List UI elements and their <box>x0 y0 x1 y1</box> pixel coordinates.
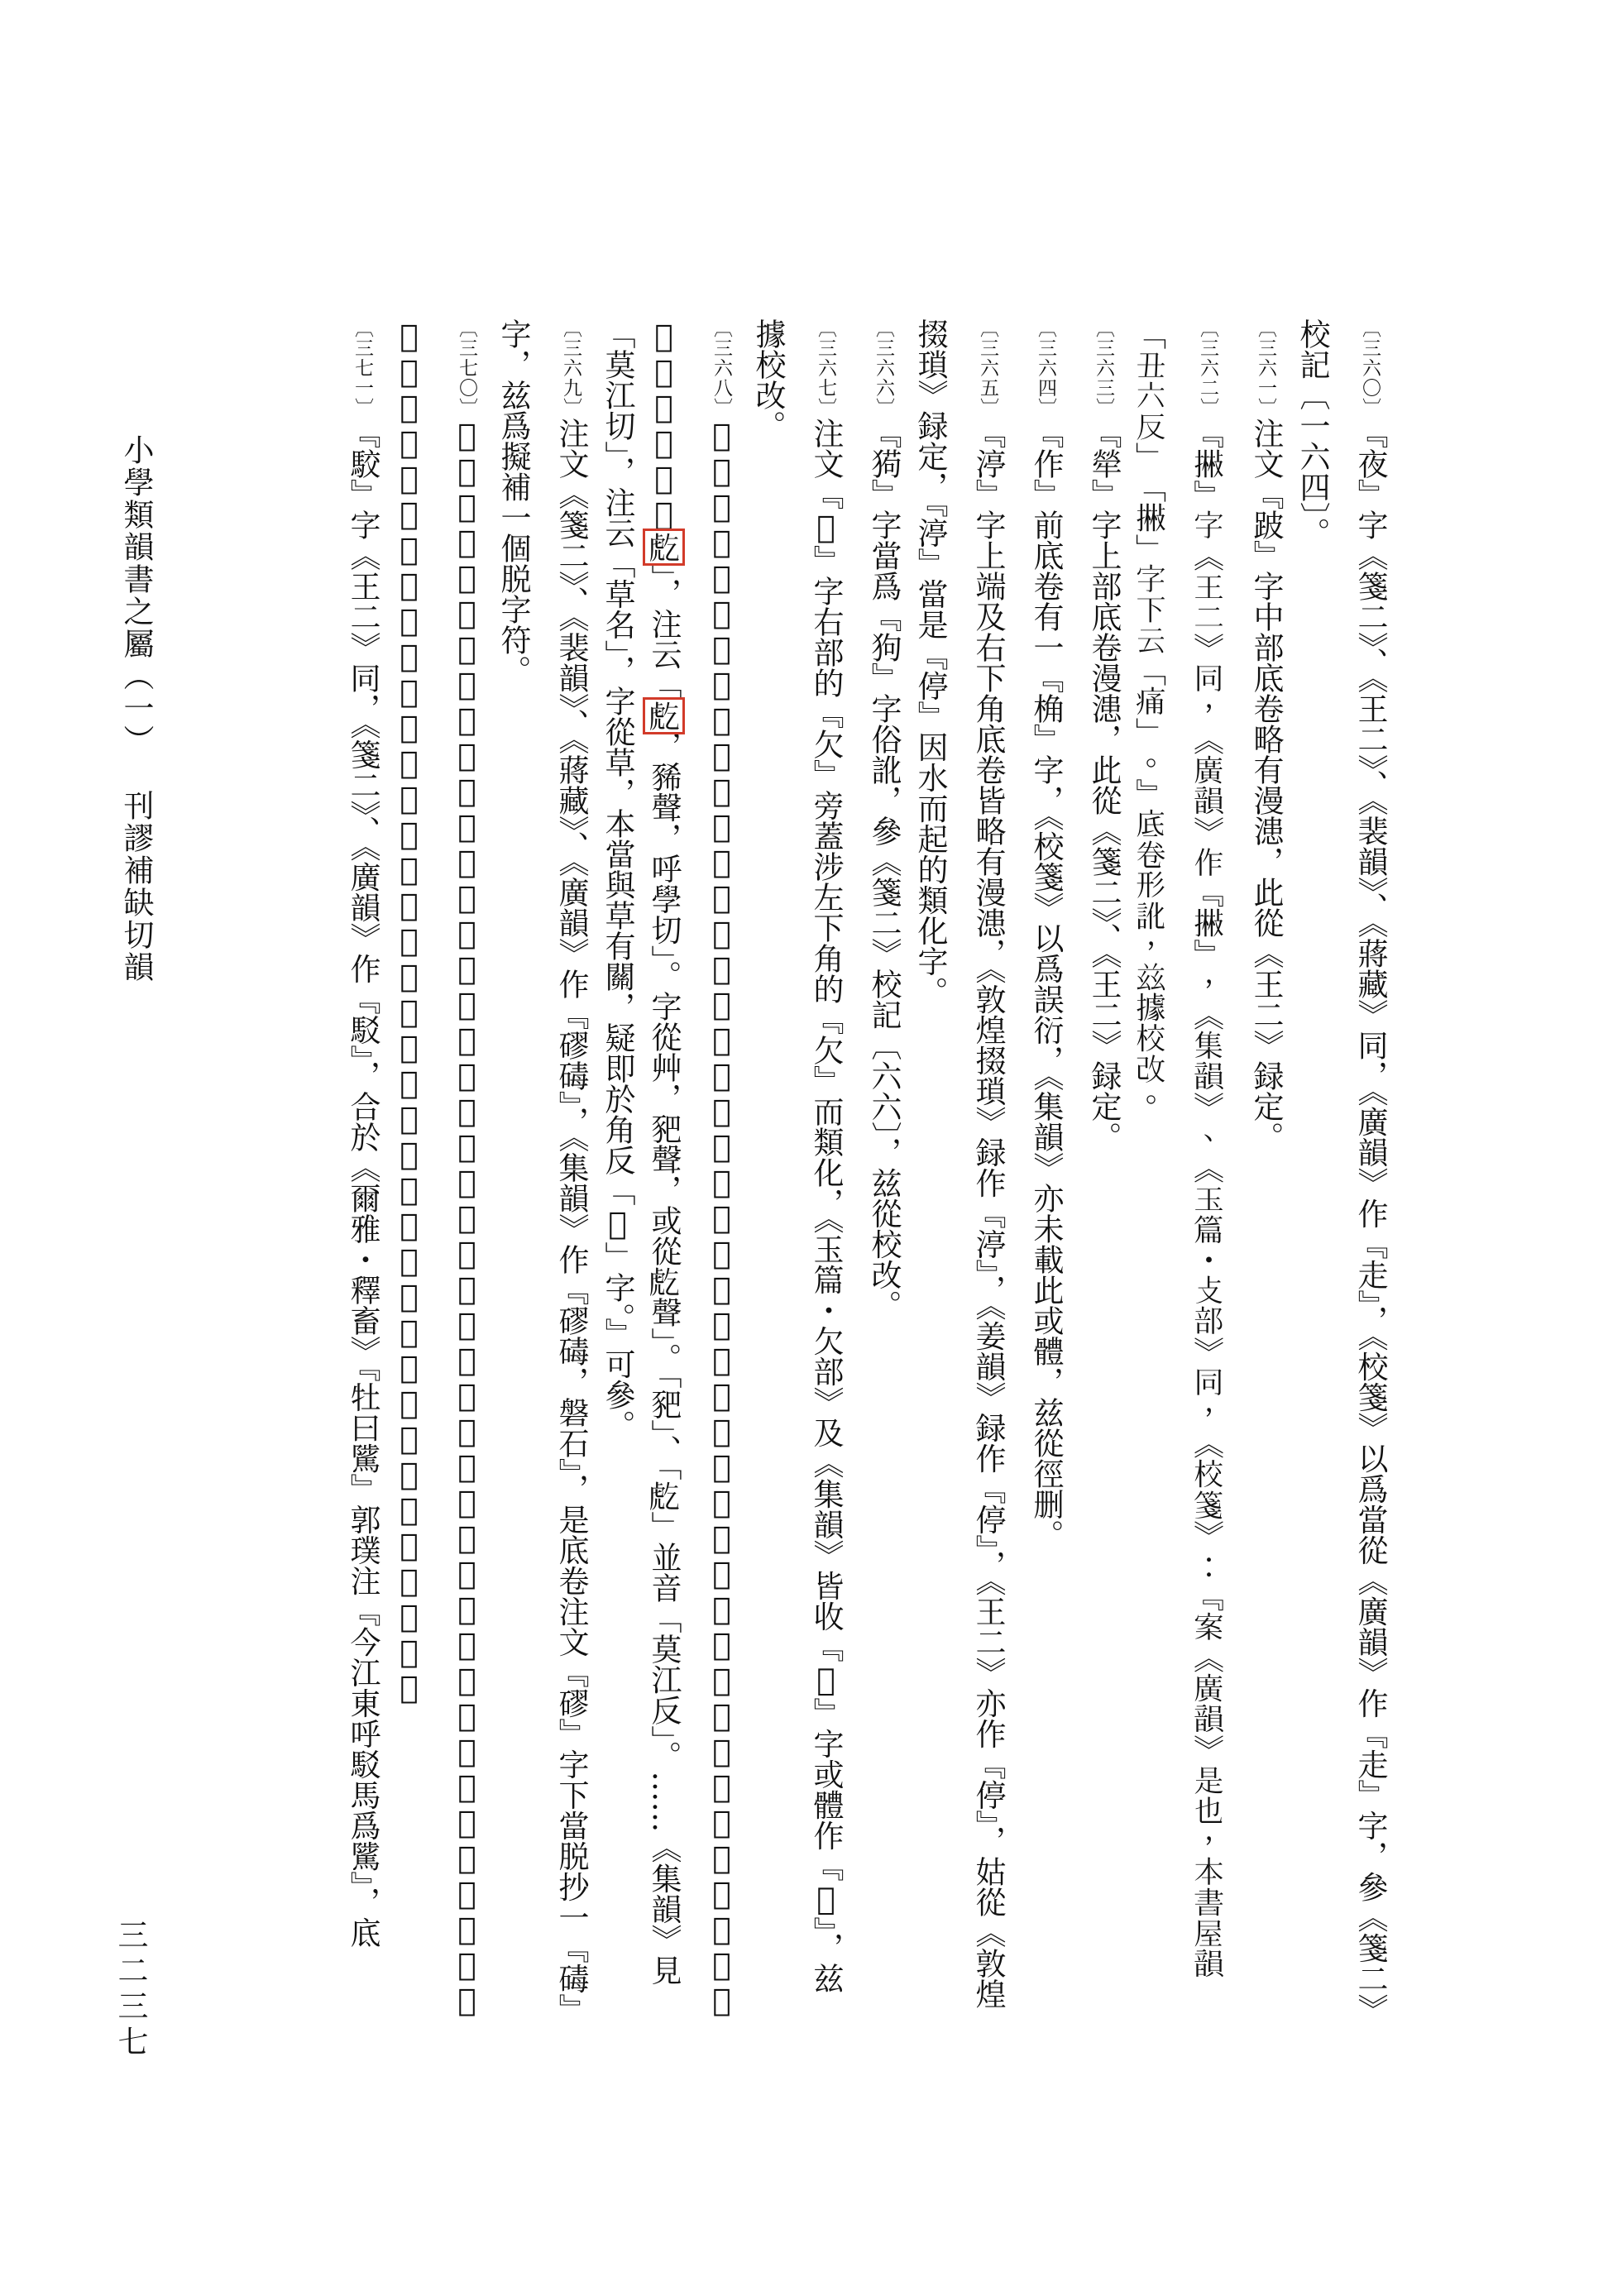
note-370 <box>385 318 490 2022</box>
note-text: 『𧸌』字上部底卷有殘，此參《箋二》、《王二》録定。又大韻代表字底卷殘泐，可據底卷本卷卷端韻目及上揭二書補作『五』字，兹擬補一個缺字符。又『直』前《王二》有『形又』二字。 <box>391 318 485 2018</box>
highlighted-character: 𧆫 <box>646 532 682 562</box>
running-head <box>119 434 152 983</box>
note-number: 〔三六一〕 <box>1255 318 1276 418</box>
note-text: 注文『跛』字中部底卷略有漫漶，此從《王二》録定。 <box>1248 418 1284 1152</box>
note-366 <box>849 318 907 2022</box>
note-text: 注文《箋二》、《裴韻》、《蔣藏》、《廣韻》作『磟碡』，《集韻》作『磟碡，磐石』，是底卷注文『磟』字下當脱抄一『碡』字，兹爲擬補一個脱字符。 <box>495 318 589 2009</box>
note-text-part: ，豨聲，呼學切」。字從艸，豝聲，或從𧆫聲」。「豝」、「𧆫」並音「莫江反」。……《集韻》見「莫江切」，注云「草名」，字從草，本當與草有關，疑即於角反「𦵔」字。』可參。 <box>600 318 682 1986</box>
note-368 <box>594 318 744 2022</box>
note-text-part: 」，注云「 <box>646 562 682 701</box>
note-364 <box>1011 318 1069 2022</box>
note-362 <box>1127 318 1231 2022</box>
running-head-section: 刊謬補缺切韻 <box>118 790 154 983</box>
note-number: 〔三六八〕 <box>711 318 732 418</box>
note-text: 注文『𣢾』字右部的『欠』旁蓋涉左下角的『欠』而類化，《玉篇・欠部》及《集韻》皆收『𣪊』字或體作『𣢾』，兹據校改。 <box>750 318 844 1993</box>
note-text <box>600 318 739 2018</box>
note-number: 〔三六二〕 <box>1197 318 1218 418</box>
note-text-part: 『𦵔』字《王二》同，《廣韻》作『𦵔』形，《集韻》未收此字，《校箋》：『案字當作「𧆫」，《吴都賦》「封豨 <box>646 318 739 2018</box>
note-number: 〔三七〇〕 <box>456 318 477 418</box>
note-365 <box>907 318 1011 2022</box>
running-head-title: 小學類韻書之屬（一） <box>118 434 154 757</box>
note-number: 〔三六四〕 <box>1035 318 1056 418</box>
note-367 <box>744 318 849 2022</box>
collation-notes <box>328 318 1393 2022</box>
note-text: 『夜』字《箋二》、《王二》、《裴韻》、《蔣藏》同，《廣韻》作『走』，《校箋》以爲當從《廣韻》作『走』字，參《箋二》校記〔一六四〕。 <box>1295 318 1388 2009</box>
note-number: 〔三六九〕 <box>560 318 581 418</box>
note-number: 〔三六七〕 <box>815 318 836 418</box>
note-text: 『犖』字上部底卷漫漶，此從《箋二》、《王二》録定。 <box>1086 418 1122 1152</box>
note-number: 〔三六六〕 <box>873 318 894 418</box>
note-number: 〔三六〇〕 <box>1359 318 1381 418</box>
note-363 <box>1069 318 1127 2022</box>
note-number: 〔三六三〕 <box>1093 318 1114 418</box>
highlighted-character: 𧆫 <box>646 700 682 731</box>
note-number: 〔三六五〕 <box>977 318 998 418</box>
note-text: 『駮』字《王二》同，《箋二》、《廣韻》作『駁』，合於《爾雅・釋畜》『牡曰騭』郭璞注『今江東呼駁馬爲騭』，底 <box>345 418 380 1948</box>
note-361 <box>1231 318 1289 2022</box>
note-number: 〔三七一〕 <box>352 318 373 418</box>
note-369 <box>490 318 594 2022</box>
note-text: 『𢴻』字《王二》同，《廣韻》作『𢴻』，《集韻》、《玉篇・攴部》同，《校箋》：『案《廣韻》是也，本書屋韻「丑六反」「𢴻」字下云「痛」。』底卷形訛，兹據校改。 <box>1132 318 1226 1978</box>
note-text: 『㺃』字當爲『狗』字俗訛，參《箋二》校記〔六六〕，兹從校改。 <box>866 418 902 1321</box>
note-text: 『作』前底卷有一『桷』字，《校箋》以爲誤衍，《集韻》亦未載此或體，兹從徑删。 <box>1028 418 1064 1550</box>
page-number: 三二三七 <box>112 1919 148 2061</box>
note-360 <box>1289 318 1393 2022</box>
note-371 <box>328 318 385 2022</box>
note-text: 『渟』字上端及右下角底卷皆略有漫漶，《敦煌掇瑣》録作『渟』，《姜韻》録作『停』，《王二》亦作『停』，姑從《敦煌掇瑣》録定，『渟』當是『停』因水而起的類化字。 <box>912 318 1006 2009</box>
